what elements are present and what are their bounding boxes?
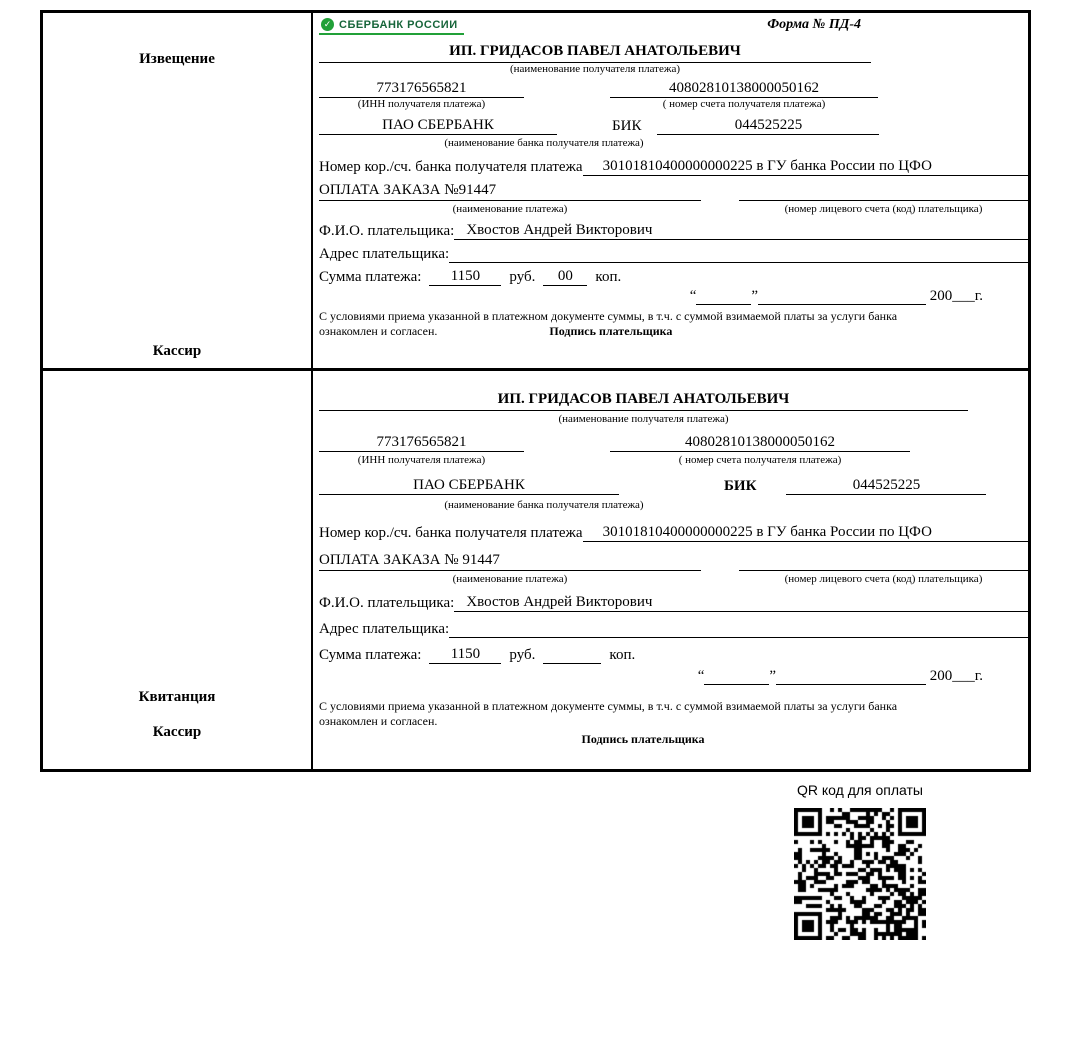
payer-address-blank — [449, 620, 1028, 638]
recipient-caption: (наименование получателя платежа) — [509, 63, 681, 75]
sberbank-logo-text: СБЕРБАНК РОССИИ — [339, 18, 458, 31]
bik-value: 044525225 — [657, 117, 879, 135]
corr-account-value: 30101810400000000225 в ГУ банка России по ЦФО — [602, 524, 932, 540]
notice-content — [313, 13, 1028, 368]
payment-name: ОПЛАТА ЗАКАЗА № 91447 — [319, 552, 701, 571]
recipient-name: ИП. ГРИДАСОВ ПАВЕЛ АНАТОЛЬЕВИЧ — [319, 43, 871, 63]
receipt-left-column — [43, 371, 313, 769]
payer-address-blank — [449, 245, 1028, 263]
agreement-text — [319, 309, 967, 339]
bank-caption: (наименование банка получателя платежа) — [444, 137, 644, 149]
payer-name-value: Хвостов Андрей Викторович — [466, 594, 653, 610]
payer-address-label: Адрес плательщика: — [319, 621, 450, 637]
personal-account-caption: (номер лицевого счета (код) плательщика) — [784, 203, 983, 215]
amount-label: Сумма платежа: — [319, 647, 422, 663]
date-close-quote: ” — [751, 288, 759, 304]
receipt-section — [43, 371, 1028, 769]
notice-section — [43, 13, 1028, 371]
personal-account-blank — [739, 553, 1028, 571]
rub-label: руб. — [509, 269, 536, 285]
agreement-line2: ознакомлен и согласен. — [319, 714, 438, 728]
recipient-name: ИП. ГРИДАСОВ ПАВЕЛ АНАТОЛЬЕВИЧ — [497, 391, 790, 407]
payment-name: ОПЛАТА ЗАКАЗА №91447 — [319, 182, 701, 201]
bik-value: 044525225 — [786, 477, 986, 495]
bank-caption: (наименование банка получателя платежа) — [444, 499, 644, 511]
receipt-title: Квитанция — [138, 689, 216, 705]
notice-left-column — [43, 13, 313, 368]
sberbank-icon — [321, 18, 334, 31]
date-line — [319, 668, 1028, 685]
account-value: 40802810138000050162 — [610, 434, 910, 452]
payer-name-value: Хвостов Андрей Викторович — [466, 222, 653, 238]
bik-label: БИК — [724, 478, 757, 494]
inn-caption: (ИНН получателя платежа) — [357, 98, 486, 110]
account-caption: ( номер счета получателя платежа) — [678, 454, 842, 466]
date-year: 200___г. — [929, 668, 983, 684]
receipt-content — [313, 371, 1028, 769]
date-open-quote: “ — [697, 668, 705, 684]
account-caption: ( номер счета получателя платежа) — [662, 98, 826, 110]
amount-kop-value — [543, 646, 601, 664]
payment-caption: (наименование платежа) — [452, 573, 568, 585]
pd4-document — [40, 10, 1031, 772]
inn-value: 773176565821 — [319, 434, 524, 452]
personal-account-blank — [739, 183, 1028, 201]
amount-rub-value: 1150 — [429, 646, 501, 664]
receipt-cashier-label: Кассир — [152, 724, 202, 740]
inn-value: 773176565821 — [319, 80, 524, 98]
rub-label: руб. — [509, 647, 536, 663]
amount-kop-value: 00 — [543, 268, 587, 286]
notice-cashier-label: Кассир — [152, 343, 202, 359]
date-open-quote: “ — [689, 288, 697, 304]
recipient-caption: (наименование получателя платежа) — [319, 410, 968, 425]
date-close-quote: ” — [769, 668, 777, 684]
notice-title: Извещение — [139, 51, 215, 67]
bank-name: ПАО СБЕРБАНК — [319, 477, 619, 495]
date-line — [319, 288, 1028, 305]
kop-label: коп. — [595, 269, 622, 285]
amount-label: Сумма платежа: — [319, 269, 422, 285]
agreement-line1: С условиями приема указанной в платежном документе суммы, в т.ч. с суммой взимаемой платы за услуги банка — [319, 699, 898, 713]
agreement-line2: ознакомлен и согласен. — [319, 324, 438, 338]
sberbank-logo — [319, 17, 464, 35]
payer-name-label: Ф.И.О. плательщика: — [319, 223, 455, 239]
corr-account-value: 30101810400000000225 в ГУ банка России по ЦФО — [602, 158, 932, 174]
corr-account-label: Номер кор./сч. банка получателя платежа — [319, 525, 583, 541]
qr-area — [780, 782, 940, 940]
personal-account-caption: (номер лицевого счета (код) плательщика) — [784, 573, 983, 585]
qr-label: QR код для оплаты — [796, 782, 923, 798]
payer-signature-label: Подпись плательщика — [549, 324, 673, 338]
account-value: 40802810138000050162 — [610, 80, 878, 98]
payer-signature-label: Подпись плательщика — [581, 732, 705, 746]
bik-label: БИК — [612, 118, 642, 134]
inn-caption: (ИНН получателя платежа) — [357, 454, 486, 466]
agreement-line1: С условиями приема указанной в платежном документе суммы, в т.ч. с суммой взимаемой платы за услуги банка — [319, 309, 898, 323]
qr-code — [794, 808, 926, 940]
agreement-text — [319, 699, 967, 747]
kop-label: коп. — [609, 647, 636, 663]
form-number: Форма № ПД-4 — [767, 17, 861, 32]
amount-rub-value: 1150 — [429, 268, 501, 286]
corr-account-label: Номер кор./сч. банка получателя платежа — [319, 159, 583, 175]
payer-address-label: Адрес плательщика: — [319, 246, 450, 262]
bank-name: ПАО СБЕРБАНК — [319, 117, 557, 135]
payment-caption: (наименование платежа) — [452, 203, 568, 215]
payer-name-label: Ф.И.О. плательщика: — [319, 595, 455, 611]
date-year: 200___г. — [929, 288, 983, 304]
